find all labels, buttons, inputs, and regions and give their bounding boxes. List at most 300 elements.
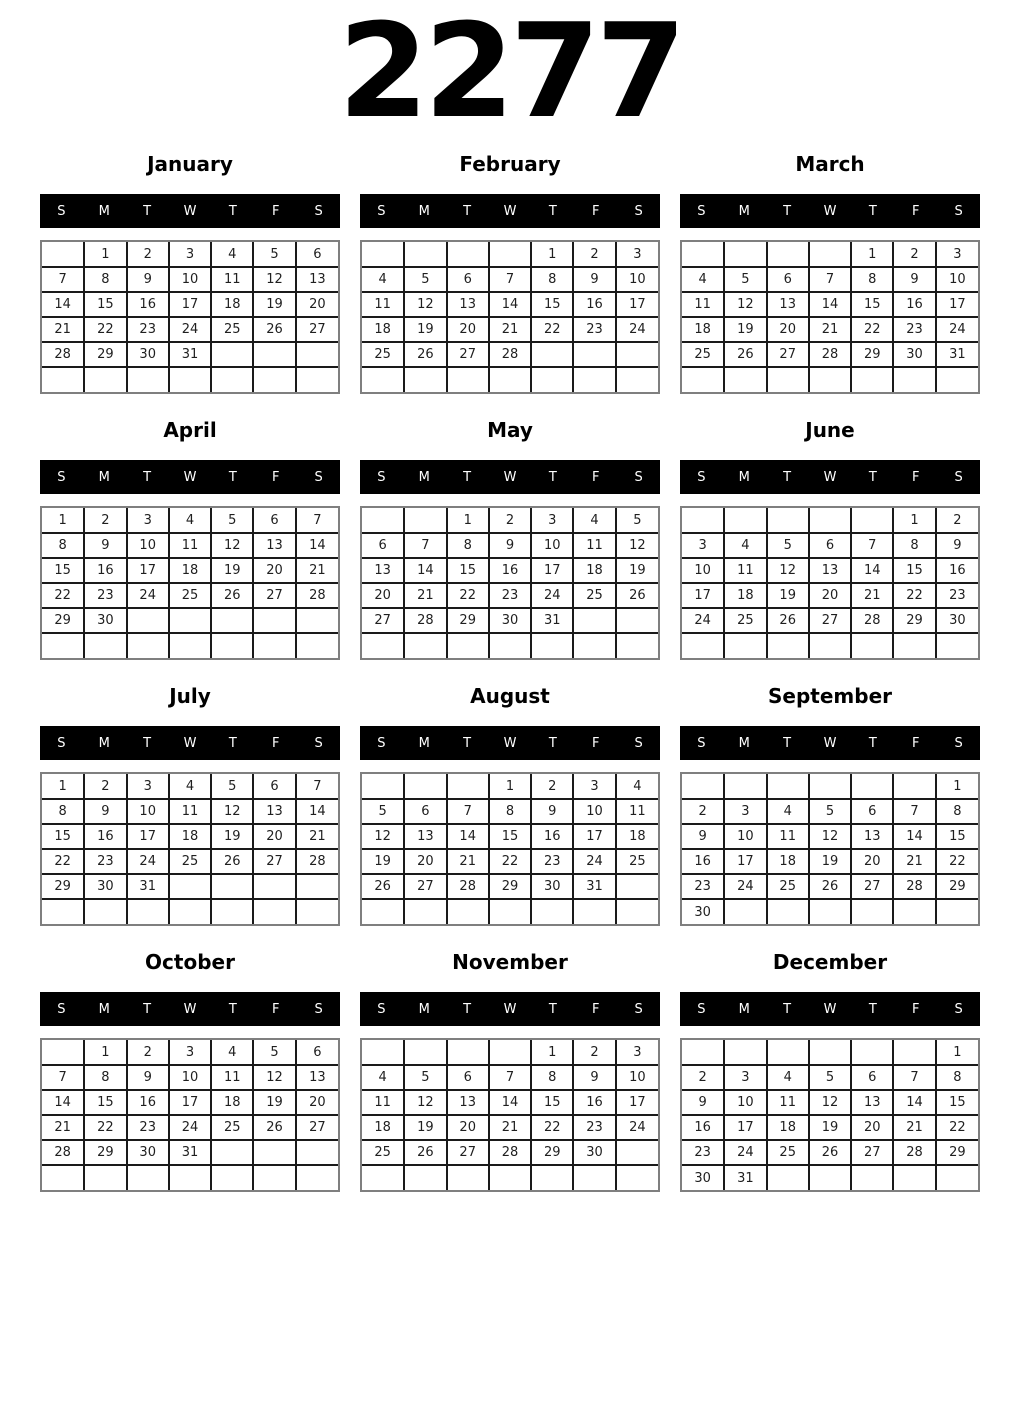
date-cell: 7 [296,774,338,799]
date-cell: 25 [573,583,615,608]
weekday-header-bar [680,992,980,1026]
date-cell [489,899,531,924]
date-cell: 2 [573,1040,615,1065]
date-cell: 8 [84,1065,126,1090]
weekday-label: T [868,469,877,485]
date-cell: 1 [936,1040,978,1065]
week-row [682,367,978,392]
date-cell: 30 [936,608,978,633]
date-cell [84,1165,126,1190]
date-cell [573,899,615,924]
date-cell: 26 [362,874,404,899]
date-cell: 9 [127,267,169,292]
month-grid [40,772,340,926]
date-cell: 11 [573,533,615,558]
weekday-header-bar [680,726,980,760]
date-cell: 22 [936,1115,978,1140]
date-cell [531,367,573,392]
date-cell: 24 [616,317,658,342]
date-cell: 22 [489,849,531,874]
date-table [42,774,338,924]
date-cell: 25 [362,342,404,367]
date-cell: 4 [169,508,211,533]
date-cell: 10 [127,533,169,558]
date-cell [296,608,338,633]
weekday-label: S [634,469,643,485]
date-cell: 24 [724,874,766,899]
date-cell: 24 [616,1115,658,1140]
date-cell: 12 [211,533,253,558]
weekday-label: S [314,735,323,751]
week-row [682,774,978,799]
weekday-label: S [634,735,643,751]
date-cell: 31 [936,342,978,367]
week-row [682,242,978,267]
week-row [42,583,338,608]
week-row [362,608,658,633]
date-cell: 22 [42,583,84,608]
date-cell [489,633,531,658]
weekday-label: T [463,1001,472,1017]
date-cell: 5 [809,1065,851,1090]
date-cell [936,899,978,924]
date-cell: 2 [682,1065,724,1090]
date-table [682,774,978,924]
date-cell: 29 [84,342,126,367]
date-cell: 4 [362,267,404,292]
date-cell: 28 [42,1140,84,1165]
date-cell [724,774,766,799]
date-cell: 26 [809,1140,851,1165]
date-cell: 1 [893,508,935,533]
date-cell [851,1165,893,1190]
week-row [682,508,978,533]
date-cell: 14 [296,533,338,558]
date-cell: 31 [724,1165,766,1190]
date-cell: 29 [447,608,489,633]
date-cell: 19 [724,317,766,342]
weekday-header-bar [40,992,340,1026]
date-cell: 11 [682,292,724,317]
date-cell: 11 [169,799,211,824]
date-cell [42,633,84,658]
date-cell [447,1165,489,1190]
weekday-label: S [954,735,963,751]
weekday-label: W [183,735,197,751]
date-cell [616,1140,658,1165]
date-cell [809,242,851,267]
month-grid [680,1038,980,1192]
date-cell: 24 [573,849,615,874]
date-cell: 18 [169,824,211,849]
date-cell: 23 [573,317,615,342]
date-cell: 21 [447,849,489,874]
date-cell: 29 [893,608,935,633]
date-cell: 31 [573,874,615,899]
date-cell: 23 [84,849,126,874]
date-cell [169,367,211,392]
date-cell: 13 [767,292,809,317]
date-cell [253,1140,295,1165]
date-cell: 18 [362,317,404,342]
date-cell [573,367,615,392]
date-cell: 6 [447,1065,489,1090]
date-cell: 4 [616,774,658,799]
date-cell: 4 [767,1065,809,1090]
week-row [362,317,658,342]
date-cell [682,633,724,658]
weekday-header-bar [680,194,980,228]
date-cell: 7 [809,267,851,292]
date-table [682,242,978,392]
weekday-label: F [271,1001,280,1017]
date-cell: 14 [447,824,489,849]
date-cell [296,367,338,392]
date-cell [767,242,809,267]
date-cell: 18 [616,824,658,849]
date-cell: 22 [531,1115,573,1140]
date-cell: 6 [362,533,404,558]
week-row [42,874,338,899]
date-cell: 26 [253,317,295,342]
week-row [682,292,978,317]
week-row [42,1115,338,1140]
month-title: May [487,418,533,442]
date-cell: 31 [531,608,573,633]
date-cell: 10 [169,1065,211,1090]
date-cell: 5 [211,774,253,799]
date-cell [851,367,893,392]
month-block [360,152,660,394]
date-cell [809,774,851,799]
date-cell [851,899,893,924]
weekday-label: S [57,1001,66,1017]
date-cell [362,508,404,533]
date-cell: 3 [127,774,169,799]
date-cell: 31 [169,342,211,367]
date-cell [296,1165,338,1190]
date-cell: 8 [42,533,84,558]
date-cell: 19 [616,558,658,583]
date-cell [42,899,84,924]
date-cell: 3 [616,242,658,267]
date-cell: 27 [851,874,893,899]
date-cell [809,367,851,392]
date-cell: 24 [682,608,724,633]
date-cell: 9 [573,267,615,292]
date-cell: 24 [169,1115,211,1140]
date-cell: 26 [211,583,253,608]
weekday-label: M [418,1001,430,1017]
month-block [360,684,660,926]
date-cell: 25 [767,874,809,899]
date-cell [893,899,935,924]
date-cell [362,1165,404,1190]
date-cell: 22 [893,583,935,608]
date-cell: 21 [296,558,338,583]
week-row [362,849,658,874]
date-cell: 1 [851,242,893,267]
date-cell: 11 [362,292,404,317]
date-cell: 20 [404,849,446,874]
date-cell: 28 [809,342,851,367]
date-cell: 25 [724,608,766,633]
date-cell [362,633,404,658]
date-cell [253,874,295,899]
weekday-header-bar [40,460,340,494]
date-cell: 23 [893,317,935,342]
date-cell: 28 [296,583,338,608]
date-cell: 5 [724,267,766,292]
date-cell [489,1040,531,1065]
date-cell: 23 [936,583,978,608]
weekday-label: S [314,469,323,485]
date-cell: 31 [127,874,169,899]
week-row [42,799,338,824]
weekday-label: S [954,469,963,485]
week-row [362,633,658,658]
date-cell: 1 [531,1040,573,1065]
date-cell [724,899,766,924]
date-cell [42,1165,84,1190]
week-row [42,774,338,799]
date-cell: 6 [447,267,489,292]
week-row [362,292,658,317]
date-cell [531,633,573,658]
date-cell: 5 [616,508,658,533]
date-cell [682,367,724,392]
date-cell: 5 [362,799,404,824]
date-cell: 25 [211,317,253,342]
date-cell [169,874,211,899]
date-cell [893,367,935,392]
date-cell: 16 [936,558,978,583]
weekday-label: T [868,735,877,751]
date-cell: 22 [531,317,573,342]
date-cell: 15 [42,558,84,583]
weekday-label: T [143,735,152,751]
weekday-label: M [738,1001,750,1017]
date-cell [724,1040,766,1065]
weekday-label: T [783,735,792,751]
date-cell: 7 [42,267,84,292]
date-cell: 28 [404,608,446,633]
date-cell: 7 [893,799,935,824]
date-cell: 10 [127,799,169,824]
date-cell: 15 [84,292,126,317]
date-cell: 1 [84,1040,126,1065]
date-cell [211,367,253,392]
weekday-label: S [634,1001,643,1017]
date-cell: 4 [211,1040,253,1065]
date-cell [296,342,338,367]
week-row [362,899,658,924]
month-title: July [169,684,211,708]
date-cell [42,242,84,267]
week-row [362,874,658,899]
date-cell: 5 [253,242,295,267]
date-cell: 28 [296,849,338,874]
date-cell: 19 [211,558,253,583]
week-row [42,1140,338,1165]
date-cell [531,899,573,924]
date-cell [616,874,658,899]
weekday-label: T [548,735,557,751]
date-cell [253,633,295,658]
date-cell: 30 [489,608,531,633]
date-cell [362,1040,404,1065]
weekday-label: W [823,469,837,485]
date-cell: 24 [936,317,978,342]
date-cell: 14 [851,558,893,583]
date-cell [404,508,446,533]
week-row [42,824,338,849]
date-cell [253,367,295,392]
date-cell: 12 [362,824,404,849]
date-cell: 2 [84,774,126,799]
weekday-label: W [823,203,837,219]
date-cell [573,633,615,658]
date-table [362,774,658,924]
date-cell: 21 [489,1115,531,1140]
weekday-label: F [271,203,280,219]
date-cell: 10 [616,1065,658,1090]
date-cell: 16 [893,292,935,317]
date-cell: 14 [893,824,935,849]
weekday-label: T [783,1001,792,1017]
weekday-header-bar [360,992,660,1026]
date-cell [211,608,253,633]
date-cell: 18 [211,1090,253,1115]
date-cell: 16 [531,824,573,849]
weekday-label: T [548,469,557,485]
date-cell: 10 [531,533,573,558]
week-row [362,1090,658,1115]
weekday-label: F [591,203,600,219]
weekday-label: T [228,469,237,485]
weekday-label: S [697,1001,706,1017]
date-cell: 19 [253,292,295,317]
date-cell: 4 [767,799,809,824]
date-cell: 4 [169,774,211,799]
date-cell: 5 [404,267,446,292]
date-cell: 13 [851,824,893,849]
weekday-label: M [418,735,430,751]
week-row [682,1040,978,1065]
date-cell [211,1165,253,1190]
date-cell: 24 [127,583,169,608]
date-cell: 18 [767,849,809,874]
date-cell: 2 [531,774,573,799]
month-title: January [147,152,233,176]
date-cell: 9 [84,533,126,558]
date-cell: 2 [127,242,169,267]
date-cell: 7 [489,267,531,292]
date-cell: 27 [296,317,338,342]
week-row [42,508,338,533]
date-cell [767,1040,809,1065]
date-cell: 26 [404,1140,446,1165]
date-cell: 4 [362,1065,404,1090]
date-cell: 9 [127,1065,169,1090]
date-cell: 15 [936,824,978,849]
date-cell [767,1165,809,1190]
date-cell: 23 [682,874,724,899]
date-cell: 5 [809,799,851,824]
week-row [42,1065,338,1090]
date-cell: 15 [851,292,893,317]
date-cell: 8 [851,267,893,292]
date-cell: 18 [767,1115,809,1140]
weekday-label: W [503,1001,517,1017]
date-cell: 21 [893,849,935,874]
date-cell [404,774,446,799]
date-cell: 20 [253,824,295,849]
weekday-label: W [183,1001,197,1017]
date-cell [809,899,851,924]
date-table [362,242,658,392]
date-cell [767,367,809,392]
month-grid [680,506,980,660]
year-title: 2277 [338,0,682,147]
date-cell [169,608,211,633]
date-cell: 24 [531,583,573,608]
date-cell: 9 [489,533,531,558]
weekday-label: S [634,203,643,219]
date-cell: 29 [489,874,531,899]
date-cell: 29 [84,1140,126,1165]
date-cell: 2 [84,508,126,533]
date-cell: 14 [489,1090,531,1115]
date-cell: 26 [211,849,253,874]
date-cell: 27 [404,874,446,899]
date-cell: 9 [573,1065,615,1090]
date-cell: 3 [169,242,211,267]
week-row [42,608,338,633]
date-cell: 1 [447,508,489,533]
weekday-label: S [57,735,66,751]
date-cell: 14 [489,292,531,317]
date-cell: 26 [404,342,446,367]
date-cell: 8 [531,267,573,292]
week-row [362,1115,658,1140]
weekday-label: T [228,1001,237,1017]
week-row [42,267,338,292]
weekday-label: T [868,1001,877,1017]
date-cell: 18 [362,1115,404,1140]
week-row [682,633,978,658]
date-cell: 1 [936,774,978,799]
date-cell [296,1140,338,1165]
date-cell: 5 [211,508,253,533]
date-cell: 10 [169,267,211,292]
month-grid [360,240,660,394]
month-grid [360,506,660,660]
date-cell: 20 [767,317,809,342]
week-row [42,899,338,924]
date-cell: 21 [809,317,851,342]
week-row [682,1115,978,1140]
date-cell [42,1040,84,1065]
date-cell: 4 [724,533,766,558]
date-cell [404,633,446,658]
week-row [42,292,338,317]
month-grid [680,772,980,926]
date-cell [809,1040,851,1065]
date-cell: 15 [531,1090,573,1115]
date-cell: 17 [724,849,766,874]
date-cell: 7 [447,799,489,824]
